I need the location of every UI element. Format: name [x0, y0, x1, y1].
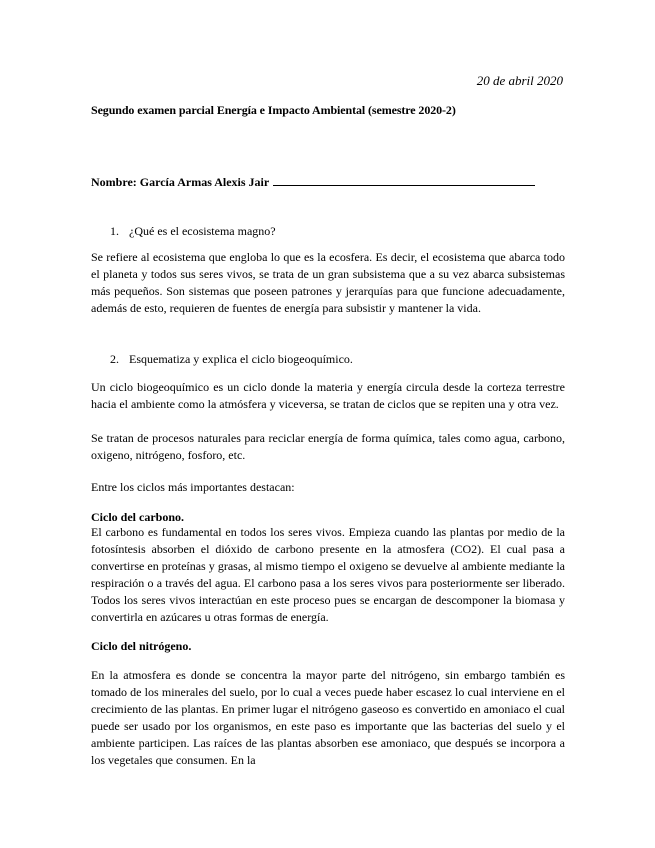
nitrogen-cycle-heading: Ciclo del nitrógeno. — [91, 639, 192, 653]
nitrogen-cycle-paragraph: En la atmosfera es donde se concentra la mayor parte del nitrógeno, sin embargo también es tomado de los minerales del suelo, por lo cual a veces puede haber escasez lo cual interviene en el crecimiento de las plantas. En primer lugar el nitrógeno gaseoso es convertido en amoniaco el cual puede ser usado por los organismos, en este paso es importante que las bacterias del suelo y el ambiente participen. Las raíces de las plantas absorben ese amoniaco, que después se incorpora a los vegetales que consumen. En la — [91, 668, 565, 768]
document-date: 20 de abril 2020 — [476, 73, 563, 88]
answer-1-paragraph: Se refiere al ecosistema que engloba lo que es la ecosfera. Es decir, el ecosistema que abarca todo el planeta y todos sus seres vivos, se trata de un gran subsistema que a su vez abarca subsistemas más pequeños. Son sistemas que poseen patrones y jerarquías para que funcione adecuadamente, además de esto, requieren de fuentes de energía para subsistir y mantener la vida. — [91, 250, 565, 316]
question-text: ¿Qué es el ecosistema magno? — [129, 224, 276, 238]
name-signature-line — [273, 174, 535, 186]
document-title: Segundo examen parcial Energía e Impacto Ambiental (semestre 2020-2) — [91, 103, 456, 117]
answer-2-paragraph: Un ciclo biogeoquímico es un ciclo donde la materia y energía circula desde la corteza terrestre hacia el ambiente como la atmósfera y viceversa, se tratan de ciclos que se repiten una y otra vez. — [91, 380, 565, 412]
answer-2-paragraph-cont: Se tratan de procesos naturales para reciclar energía de forma química, tales como agua, carbono, oxigeno, nitrógeno, fosforo, etc. — [91, 431, 565, 463]
question-1 — [110, 224, 276, 239]
question-2 — [110, 352, 353, 367]
carbon-cycle-paragraph: El carbono es fundamental en todos los seres vivos. Empieza cuando las plantas por medio de la fotosíntesis absorben el dióxido de carbono presente en la atmosfera (CO2). El cual pasa a convertirse en proteínas y grasas, al mismo tiempo el oxigeno se devuelve al ambiente mediante la respiración o a través del agua. El carbono pasa a los seres vivos para posteriormente ser liberado. Todos los seres vivos interactúan en este proceso pues se encargan de descomponer la biomasa y convertirla en azúcares u otras formas de energía. — [91, 525, 565, 625]
cycles-intro: Entre los ciclos más importantes destacan: — [91, 480, 295, 494]
question-number: 1. — [110, 224, 119, 238]
student-name-row — [91, 174, 535, 190]
question-text: Esquematiza y explica el ciclo biogeoquímico. — [129, 352, 353, 366]
question-number: 2. — [110, 352, 119, 366]
carbon-cycle-heading: Ciclo del carbono. — [91, 510, 184, 524]
student-name: Nombre: García Armas Alexis Jair — [91, 175, 270, 189]
